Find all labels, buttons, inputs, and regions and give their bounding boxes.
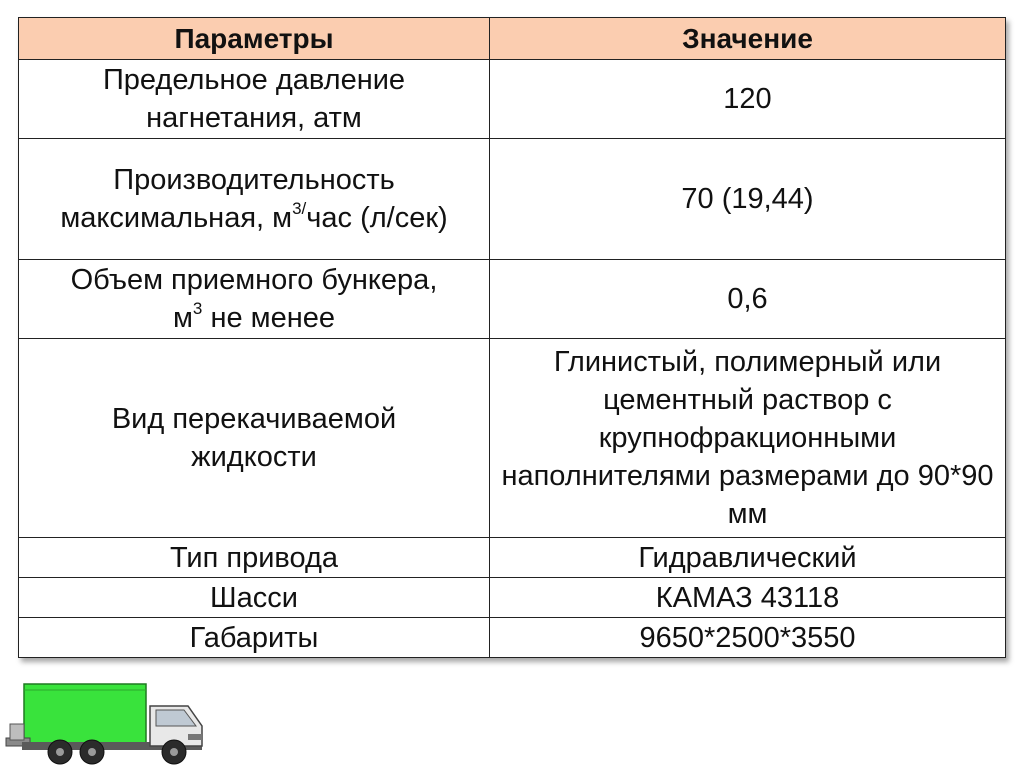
param-text: Объем приемного бункера, <box>70 264 438 296</box>
table-row <box>19 538 1006 578</box>
table-row <box>19 139 1006 260</box>
value-cell: Гидравлический <box>490 538 1006 578</box>
param-text: час (л/сек) <box>306 202 448 234</box>
value-cell: КАМАЗ 43118 <box>490 578 1006 618</box>
value-cell: 120 <box>490 60 1006 139</box>
param-superscript: 3 <box>192 299 203 319</box>
param-cell: Тип привода <box>19 538 490 578</box>
header-param: Параметры <box>19 18 490 60</box>
param-cell: Габариты <box>19 618 490 658</box>
param-cell <box>19 60 490 139</box>
value-cell: Глинистый, полимерный или цементный раствор с крупнофракционными наполнителями размерами до 90*90 мм <box>490 339 1006 538</box>
table-row <box>19 260 1006 339</box>
value-cell: 9650*2500*3550 <box>490 618 1006 658</box>
param-text: максимальная, м <box>60 202 293 234</box>
param-cell <box>19 339 490 538</box>
table-row <box>19 339 1006 538</box>
param-cell <box>19 260 490 339</box>
truck-icon <box>2 676 212 767</box>
param-superscript: 3/ <box>292 199 307 219</box>
param-text: Производительность <box>113 164 395 196</box>
param-text: Предельное давление <box>102 64 406 96</box>
table-row <box>19 578 1006 618</box>
param-text: м <box>172 302 193 334</box>
table-row <box>19 60 1006 139</box>
truck-cargo-body <box>24 684 146 744</box>
spec-table <box>18 17 1006 658</box>
param-cell <box>19 139 490 260</box>
value-cell: 0,6 <box>490 260 1006 339</box>
param-text: Вид перекачиваемой <box>111 403 397 435</box>
param-text: не менее <box>202 302 335 334</box>
table-header-row <box>19 18 1006 60</box>
param-text: жидкости <box>191 441 317 473</box>
param-text: нагнетания, атм <box>146 102 362 134</box>
param-cell: Шасси <box>19 578 490 618</box>
header-value: Значение <box>490 18 1006 60</box>
table-row <box>19 618 1006 658</box>
value-cell: 70 (19,44) <box>490 139 1006 260</box>
